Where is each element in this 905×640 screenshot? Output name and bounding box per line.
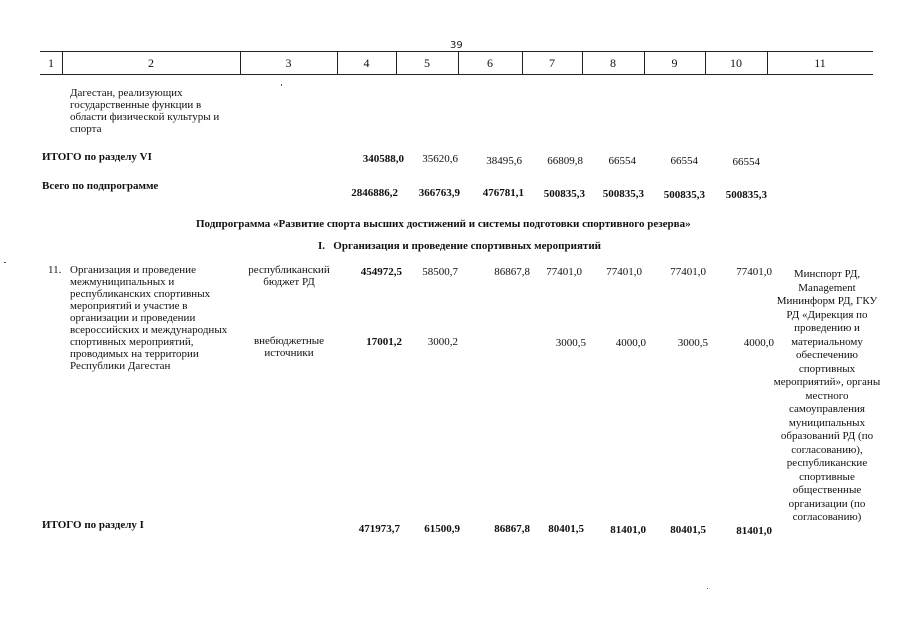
value-cell: 86867,8 bbox=[494, 523, 530, 535]
column-number: 5 bbox=[424, 56, 430, 70]
value-cell: 77401,0 bbox=[736, 266, 772, 278]
value-cell: 476781,1 bbox=[482, 187, 524, 199]
value-cell: 86867,8 bbox=[494, 266, 530, 278]
column-number: 7 bbox=[549, 56, 555, 70]
column-number: 2 bbox=[148, 56, 154, 70]
value-cell: 66809,8 bbox=[547, 155, 583, 167]
value-cell: 500835,3 bbox=[725, 189, 767, 201]
executors-cell: Минспорт РД, Management Мининформ РД, ГКУ РД «Дирекция по проведению и материальному обеспечению спортивных мероприятий», органы местного самоуправления муниципальных образований РД (по согласованию), республиканские спортивные общественные организации (по согласованию) bbox=[773, 268, 881, 523]
value-cell: 500835,3 bbox=[602, 188, 644, 200]
column-number: 11 bbox=[814, 56, 826, 70]
column-number: 10 bbox=[730, 56, 742, 70]
column-number: 6 bbox=[487, 56, 493, 70]
funding-source: внебюджетные источники bbox=[253, 335, 325, 359]
item-number: 11. bbox=[48, 264, 62, 276]
column-number: 8 bbox=[610, 56, 616, 70]
value-cell: 3000,2 bbox=[427, 336, 458, 348]
value-cell: 3000,5 bbox=[555, 337, 586, 349]
value-cell: 500835,3 bbox=[543, 188, 585, 200]
value-cell: 500835,3 bbox=[663, 189, 705, 201]
value-cell: 4000,0 bbox=[743, 337, 774, 349]
column-number: 3 bbox=[285, 56, 292, 70]
page-number: 39 bbox=[450, 40, 463, 51]
value-cell: 77401,0 bbox=[606, 266, 642, 278]
funding-source: республиканский бюджет РД bbox=[248, 264, 330, 288]
row-label: ИТОГО по разделу I bbox=[42, 519, 144, 531]
row-label: ИТОГО по разделу VI bbox=[42, 151, 152, 163]
value-cell: 80401,5 bbox=[670, 524, 706, 536]
value-cell: 38495,6 bbox=[486, 155, 522, 167]
subprogram-title: Подпрограмма «Развитие спорта высших достижений и системы подготовки спортивного резерва» bbox=[196, 218, 691, 230]
scan-speck bbox=[281, 84, 282, 86]
value-cell: 3000,5 bbox=[677, 337, 708, 349]
value-cell: 66554 bbox=[608, 155, 636, 167]
value-cell: 66554 bbox=[732, 156, 760, 168]
value-cell: 17001,2 bbox=[366, 336, 402, 348]
column-number: 4 bbox=[363, 56, 370, 70]
value-cell: 454972,5 bbox=[360, 266, 402, 278]
value-cell: 58500,7 bbox=[422, 266, 458, 278]
value-cell: 340588,0 bbox=[362, 153, 404, 165]
value-cell: 61500,9 bbox=[424, 523, 460, 535]
section-title: I. Организация и проведение спортивных мероприятий bbox=[318, 240, 601, 252]
value-cell: 81401,0 bbox=[736, 525, 772, 537]
column-number: 9 bbox=[671, 56, 678, 70]
value-cell: 35620,6 bbox=[422, 153, 458, 165]
value-cell: 77401,0 bbox=[670, 266, 706, 278]
value-cell: 2846886,2 bbox=[351, 187, 398, 199]
value-cell: 4000,0 bbox=[615, 337, 646, 349]
item-name: Организация и проведение межмуниципальных и республиканских спортивных мероприятий и участие в организации и проведении всероссийских и международных спортивных мероприятий, проводимых на территории Республики Дагестан bbox=[70, 264, 228, 372]
value-cell: 81401,0 bbox=[610, 524, 646, 536]
column-number: 1 bbox=[48, 56, 54, 70]
value-cell: 77401,0 bbox=[546, 266, 582, 278]
row-label: Всего по подпрограмме bbox=[42, 180, 159, 192]
value-cell: 66554 bbox=[670, 155, 698, 167]
value-cell: 80401,5 bbox=[548, 523, 584, 535]
continuation-text: Дагестан, реализующих государственные функции в области физической культуры и спорта bbox=[70, 87, 220, 135]
scan-speck bbox=[4, 262, 6, 263]
value-cell: 366763,9 bbox=[418, 187, 460, 199]
value-cell: 471973,7 bbox=[358, 523, 400, 535]
scan-speck bbox=[707, 588, 708, 589]
